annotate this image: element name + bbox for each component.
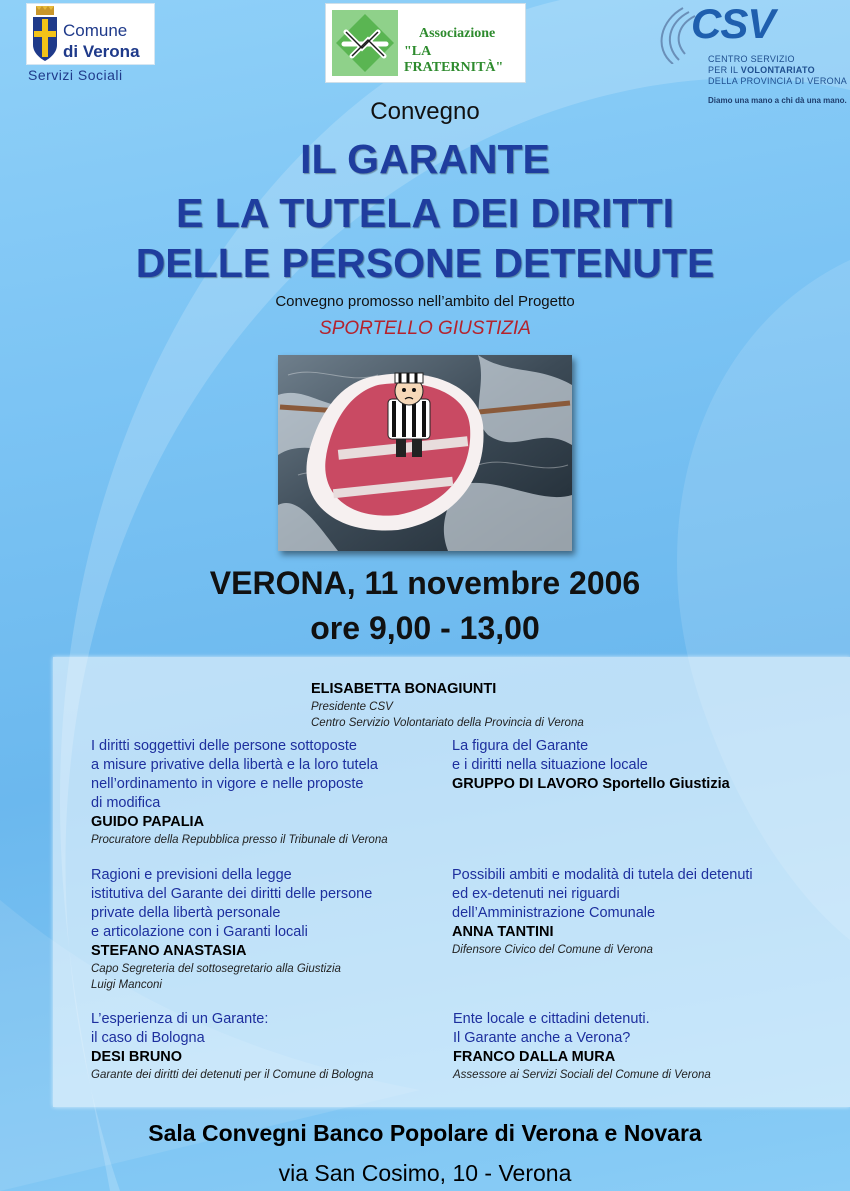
talk-speaker-role: Assessore ai Servizi Sociali del Comune di Verona [453,1069,711,1081]
opening-speaker: ELISABETTA BONAGIUNTI [311,681,497,697]
associazione-name: "LA FRATERNITÀ" [404,44,504,75]
talk-block [91,737,388,848]
talk-topic-line: di modifica [91,795,161,811]
promo-text: Convegno promosso nell’ambito del Progetto [275,293,575,310]
csv-line2-bold: VOLONTARIATO [740,65,815,75]
talk-topic-line: private della libertà personale [91,905,281,921]
title-line-2: E LA TUTELA DEI DIRITTI [175,190,675,236]
csv-tagline: Diamo una mano a chi dà una mano. [708,96,847,105]
talk-topic-line: il caso di Bologna [91,1030,205,1046]
illustration-prisoner-rowboat [278,355,572,551]
talk-block [453,1010,711,1083]
project-name: SPORTELLO GIUSTIZIA [319,318,531,339]
talk-speaker: GUIDO PAPALIA [91,814,205,830]
csv-letters: CSV [691,0,775,47]
csv-line2 [708,65,815,75]
talk-topic-line: a misure privative della libertà e la loro tutela [91,757,378,773]
csv-logo [655,0,850,112]
csv-line2-prefix: PER IL [708,65,741,75]
opening-role-1: Presidente CSV [311,701,393,713]
venue-address: via San Cosimo, 10 - Verona [278,1160,572,1186]
talk-topic-line: Possibili ambiti e modalità di tutela dei detenuti [452,867,753,883]
talk-speaker: ANNA TANTINI [452,924,554,940]
comune-name-line1: Comune [63,21,128,40]
talk-block [91,866,372,993]
opening-role-2: Centro Servizio Volontariato della Provincia di Verona [311,717,584,729]
title-line-3: DELLE PERSONE DETENUTE [135,240,715,286]
talk-speaker-role: Procuratore della Repubblica presso il Tribunale di Verona [91,834,388,846]
comune-name-line2: di Verona [63,42,140,61]
talk-topic-line: Ente locale e cittadini detenuti. [453,1011,650,1027]
talk-topic-line: dell’Amministrazione Comunale [452,905,656,921]
talk-speaker: FRANCO DALLA MURA [453,1049,616,1065]
talk-speaker: DESI BRUNO [91,1049,183,1065]
associazione-label: Associazione [419,26,496,41]
talk-topic-line: ed ex-detenuti nei riguardi [452,886,620,902]
fraternita-hands-icon [332,10,398,76]
csv-line3: DELLA PROVINCIA DI VERONA [708,76,848,86]
talk-topic-line: I diritti soggettivi delle persone sottoposte [91,738,357,754]
comune-subtitle: Servizi Sociali [28,67,123,83]
talk-topic-line: Il Garante anche a Verona? [453,1030,631,1046]
rowboat-illustration-icon [278,355,572,551]
talk-speaker-role: Luigi Manconi [91,979,162,991]
program-panel [53,657,850,1107]
title-line-1: IL GARANTE [300,136,550,182]
talk-block [452,737,730,794]
talk-speaker-role: Capo Segreteria del sottosegretario alla Giustizia [91,963,341,975]
talk-topic-line: e i diritti nella situazione locale [452,757,648,773]
comune-logo-box [26,3,155,65]
verona-crest-icon [30,5,60,63]
talk-topic-line: istitutiva del Garante dei diritti delle persone [91,886,373,902]
talk-speaker-role: Garante dei diritti dei detenuti per il Comune di Bologna [91,1069,374,1081]
talk-topic-line: Ragioni e previsioni della legge [91,867,292,883]
opening-block [311,680,584,731]
talk-block [91,1010,374,1083]
event-hours: ore 9,00 - 13,00 [310,610,540,646]
venue-name: Sala Convegni Banco Popolare di Verona e Novara [148,1120,702,1146]
talk-speaker: GRUPPO DI LAVORO Sportello Giustizia [452,776,730,792]
talk-speaker: STEFANO ANASTASIA [91,943,247,959]
talk-topic-line: La figura del Garante [452,738,589,754]
talk-topic-line: nell’ordinamento in vigore e nelle proposte [91,776,364,792]
kicker: Convegno [370,98,480,125]
talk-block [452,866,753,958]
talk-topic-line: e articolazione con i Garanti locali [91,924,308,940]
talk-topic-line: L’esperienza di un Garante: [91,1011,269,1027]
csv-line1: CENTRO SERVIZIO [708,54,795,64]
comune-di-verona-logo [26,3,153,83]
event-date: VERONA, 11 novembre 2006 [209,565,641,601]
associazione-fraternita-logo [325,3,526,83]
talk-speaker-role: Difensore Civico del Comune di Verona [452,944,653,956]
